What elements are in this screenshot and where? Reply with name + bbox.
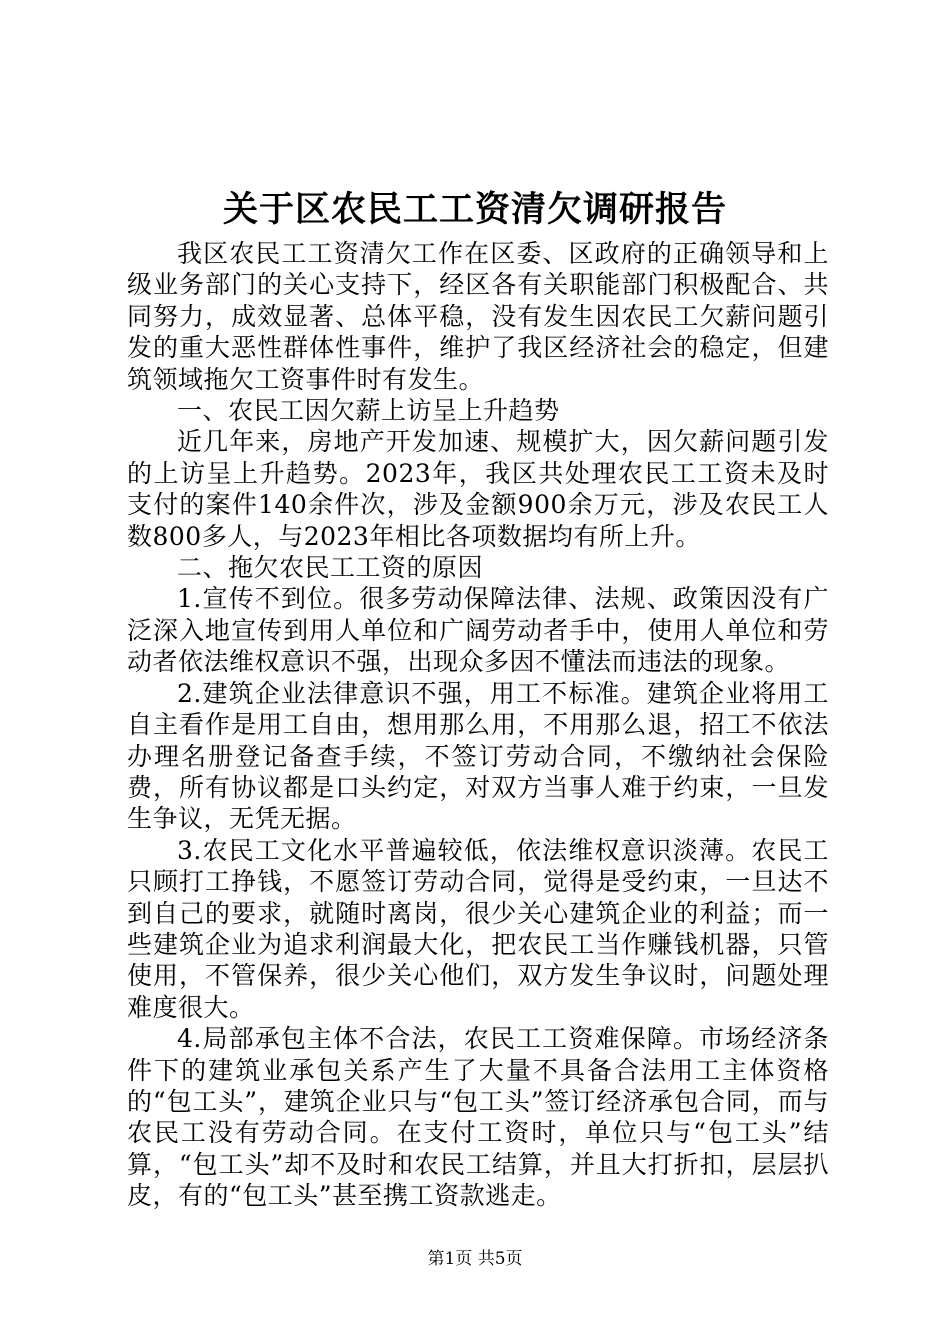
section-heading-2: 二、拖欠农民工工资的原因	[177, 553, 484, 583]
section-1-paragraph: 近几年来，房地产开发加速、规模扩大，因欠薪问题引发的上访呈上升趋势。2023年，我区共处理农民工工资未及时支付的案件140余件次，涉及金额900余万元，涉及农民工人数800多人，与2023年相比各项数据均有所上升。	[127, 427, 829, 551]
reason-paragraph-4: 4.局部承包主体不合法，农民工工资难保障。市场经济条件下的建筑业承包关系产生了大量不具备合法用工主体资格的“包工头”，建筑企业只与“包工头”签订经济承包合同，而与农民工没有劳动合同。在支付工资时，单位只与“包工头”结算，“包工头”却不及时和农民工结算，并且大打折扣，层层扒皮，有的“包工头”甚至携工资款逃走。	[127, 1024, 829, 1211]
section-heading-1: 一、农民工因欠薪上访呈上升趋势	[177, 396, 560, 426]
document-body	[127, 238, 829, 1212]
intro-paragraph: 我区农民工工资清欠工作在区委、区政府的正确领导和上级业务部门的关心支持下，经区各有关职能部门积极配合、共同努力，成效显著、总体平稳，没有发生因农民工欠薪问题引发的重大恶性群体性事件，维护了我区经济社会的稳定，但建筑领域拖欠工资事件时有发生。	[127, 239, 829, 394]
page-footer: 第1页 共5页	[427, 1249, 523, 1269]
reason-paragraph-3: 3.农民工文化水平普遍较低，依法维权意识淡薄。农民工只顾打工挣钱，不愿签订劳动合同，觉得是受约束，一旦达不到自己的要求，就随时离岗，很少关心建筑企业的利益；而一些建筑企业为追求利润最大化，把农民工当作赚钱机器，只管使用，不管保养，很少关心他们，双方发生争议时，问题处理难度很大。	[127, 835, 829, 1022]
reason-paragraph-1: 1.宣传不到位。很多劳动保障法律、法规、政策因没有广泛深入地宣传到用人单位和广阔劳动者手中，使用人单位和劳动者依法维权意识不强，出现众多因不懂法而违法的现象。	[127, 584, 829, 677]
document-title: 关于区农民工工资清欠调研报告	[222, 189, 727, 230]
reason-paragraph-2: 2.建筑企业法律意识不强，用工不标准。建筑企业将用工自主看作是用工自由，想用那么用，不用那么退，招工不依法办理名册登记备查手续，不签订劳动合同，不缴纳社会保险费，所有协议都是口头约定，对双方当事人难于约束，一旦发生争议，无凭无据。	[127, 678, 829, 834]
